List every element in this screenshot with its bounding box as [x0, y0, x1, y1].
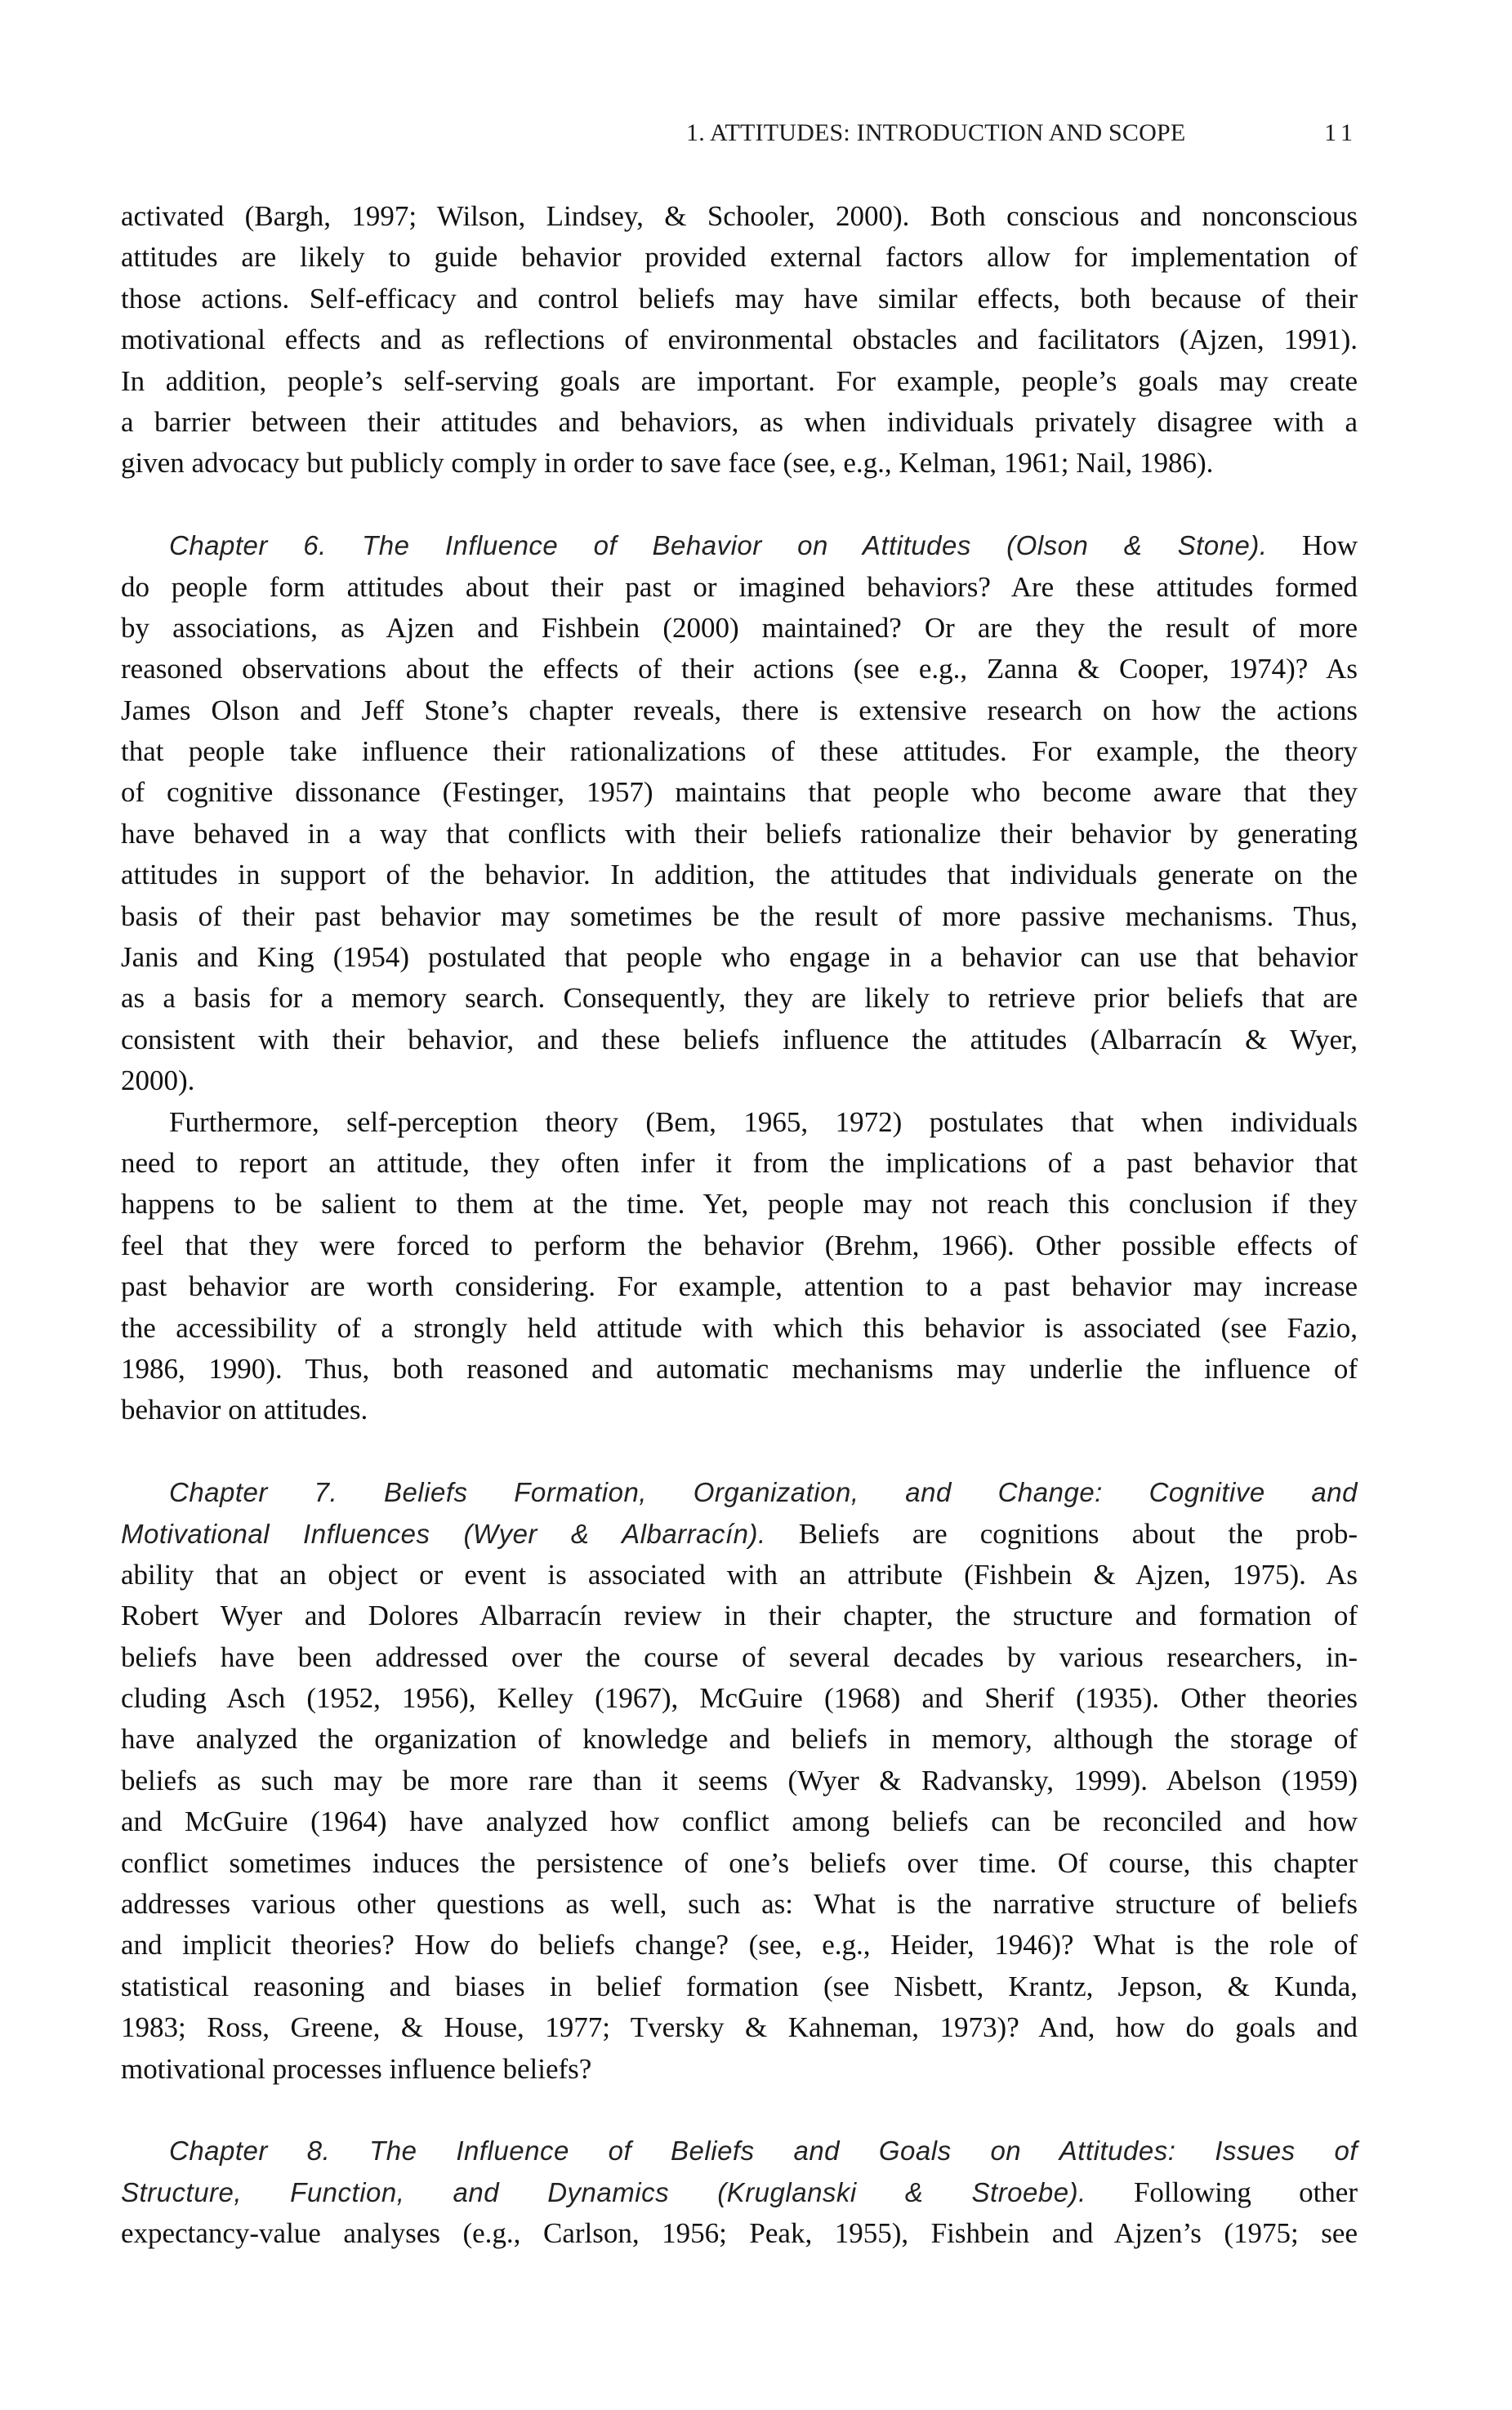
- text-line: [121, 2172, 1358, 2213]
- text-line: and McGuire (1964) have analyzed how conflict among beliefs can be reconciled and how: [121, 1805, 1358, 1838]
- text-run: Beliefs are cognitions about the prob-: [765, 1517, 1358, 1550]
- text-line: 1983; Ross, Greene, & House, 1977; Tversky & Kahneman, 1973)? And, how do goals and: [121, 2011, 1358, 2044]
- text-line: 2000).: [121, 1064, 195, 1097]
- text-line: attitudes in support of the behavior. In addition, the attitudes that individuals generate on the: [121, 859, 1358, 891]
- text-line: behavior on attitudes.: [121, 1394, 368, 1426]
- text-line: beliefs have been addressed over the course of several decades by various researchers, in-: [121, 1640, 1358, 1673]
- text-line: beliefs as such may be more rare than it seems (Wyer & Radvansky, 1999). Abelson (1959): [121, 1764, 1358, 1796]
- body-text: [121, 196, 1358, 2255]
- text-line: have behaved in a way that conflicts with their beliefs rationalize their behavior by generating: [121, 817, 1358, 850]
- running-head-title: 1. ATTITUDES: INTRODUCTION AND SCOPE: [686, 119, 1186, 146]
- text-line: ability that an object or event is associated with an attribute (Fishbein & Ajzen, 1975). As: [121, 1558, 1358, 1591]
- text-line: statistical reasoning and biases in belief formation (see Nisbett, Krantz, Jepson, & Kunda,: [121, 1970, 1358, 2002]
- text-line: activated (Bargh, 1997; Wilson, Lindsey, & Schooler, 2000). Both conscious and nonconscious: [121, 200, 1358, 232]
- text-line: past behavior are worth considering. For example, attention to a past behavior may increase: [121, 1270, 1358, 1303]
- paragraph: [121, 525, 1358, 1101]
- text-line: expectancy-value analyses (e.g., Carlson, 1956; Peak, 1955), Fishbein and Ajzen’s (1975; see: [121, 2217, 1358, 2250]
- text-run: How: [1267, 529, 1358, 562]
- text-line: cluding Asch (1952, 1956), Kelley (1967), McGuire (1968) and Sherif (1935). Other theories: [121, 1682, 1358, 1715]
- text-line: James Olson and Jeff Stone’s chapter reveals, there is extensive research on how the actions: [121, 694, 1358, 726]
- text-line: Robert Wyer and Dolores Albarracín review in their chapter, the structure and formation of: [121, 1600, 1358, 1632]
- text-line: 1986, 1990). Thus, both reasoned and automatic mechanisms may underlie the influence of: [121, 1352, 1358, 1385]
- text-line: motivational processes influence beliefs?: [121, 2052, 592, 2085]
- text-line: do people form attitudes about their past or imagined behaviors? Are these attitudes formed: [121, 570, 1358, 603]
- paragraph-gap: [121, 484, 1358, 525]
- text-line: of cognitive dissonance (Festinger, 1957) maintains that people who become aware that they: [121, 776, 1358, 809]
- chapter-heading: Chapter 7. Beliefs Formation, Organization, and Change: Cognitive and: [169, 1477, 1358, 1508]
- text-line: a barrier between their attitudes and behaviors, as when individuals privately disagree with a: [121, 405, 1358, 438]
- running-head: [686, 114, 1358, 152]
- text-line: and implicit theories? How do beliefs change? (see, e.g., Heider, 1946)? What is the role of: [121, 1929, 1358, 1961]
- text-line: feel that they were forced to perform the behavior (Brehm, 1966). Other possible effects of: [121, 1229, 1358, 1261]
- text-line: those actions. Self-efficacy and control beliefs may have similar effects, both because of their: [121, 282, 1358, 315]
- text-line: consistent with their behavior, and these beliefs influence the attitudes (Albarracín & Wyer,: [121, 1023, 1358, 1055]
- text-line: In addition, people’s self-serving goals are important. For example, people’s goals may create: [121, 364, 1358, 397]
- text-line: [121, 1514, 1358, 1555]
- text-line: Furthermore, self-perception theory (Bem, 1965, 1972) postulates that when individuals: [169, 1105, 1358, 1138]
- text-line: conflict sometimes induces the persistence of one’s beliefs over time. Of course, this chapter: [121, 1846, 1358, 1879]
- text-line: happens to be salient to them at the time. Yet, people may not reach this conclusion if they: [121, 1188, 1358, 1221]
- text-line: that people take influence their rationalizations of these attitudes. For example, the theory: [121, 735, 1358, 768]
- text-line: [121, 525, 1358, 566]
- paragraph: [121, 196, 1358, 484]
- text-line: attitudes are likely to guide behavior provided external factors allow for implementation of: [121, 241, 1358, 274]
- text-line: motivational effects and as reflections of environmental obstacles and facilitators (Ajzen, 1991).: [121, 324, 1358, 356]
- paragraph-gap: [121, 1431, 1358, 1472]
- text-line: Janis and King (1954) postulated that people who engage in a behavior can use that behavior: [121, 941, 1358, 974]
- text-line: basis of their past behavior may sometimes be the result of more passive mechanisms. Thus,: [121, 899, 1358, 932]
- text-line: [121, 2131, 1358, 2171]
- text-line: by associations, as Ajzen and Fishbein (2000) maintained? Or are they the result of more: [121, 611, 1358, 644]
- text-line: the accessibility of a strongly held attitude with which this behavior is associated (see Fazio,: [121, 1311, 1358, 1344]
- text-line: addresses various other questions as well, such as: What is the narrative structure of beliefs: [121, 1888, 1358, 1921]
- paragraph: [121, 1102, 1358, 1431]
- text-run: Following other: [1086, 2176, 1358, 2208]
- text-line: as a basis for a memory search. Consequently, they are likely to retrieve prior beliefs that are: [121, 982, 1358, 1015]
- text-line: reasoned observations about the effects of their actions (see e.g., Zanna & Cooper, 1974)? As: [121, 653, 1358, 685]
- text-line: need to report an attitude, they often infer it from the implications of a past behavior that: [121, 1146, 1358, 1179]
- chapter-heading: Structure, Function, and Dynamics (Kruglanski & Stroebe).: [121, 2176, 1086, 2207]
- chapter-heading: Chapter 6. The Influence of Behavior on Attitudes (Olson & Stone).: [169, 530, 1268, 561]
- text-line: [121, 1472, 1358, 1513]
- text-line: given advocacy but publicly comply in order to save face (see, e.g., Kelman, 1961; Nail, 1986).: [121, 447, 1214, 480]
- paragraph: [121, 2131, 1358, 2254]
- paragraph-gap: [121, 2090, 1358, 2131]
- chapter-heading: Chapter 8. The Influence of Beliefs and Goals on Attitudes: Issues of: [169, 2136, 1358, 2167]
- paragraph: [121, 1472, 1358, 2090]
- chapter-heading: Motivational Influences (Wyer & Albarracín).: [121, 1518, 766, 1549]
- page-number: 11: [1324, 119, 1358, 146]
- text-line: have analyzed the organization of knowledge and beliefs in memory, although the storage of: [121, 1723, 1358, 1756]
